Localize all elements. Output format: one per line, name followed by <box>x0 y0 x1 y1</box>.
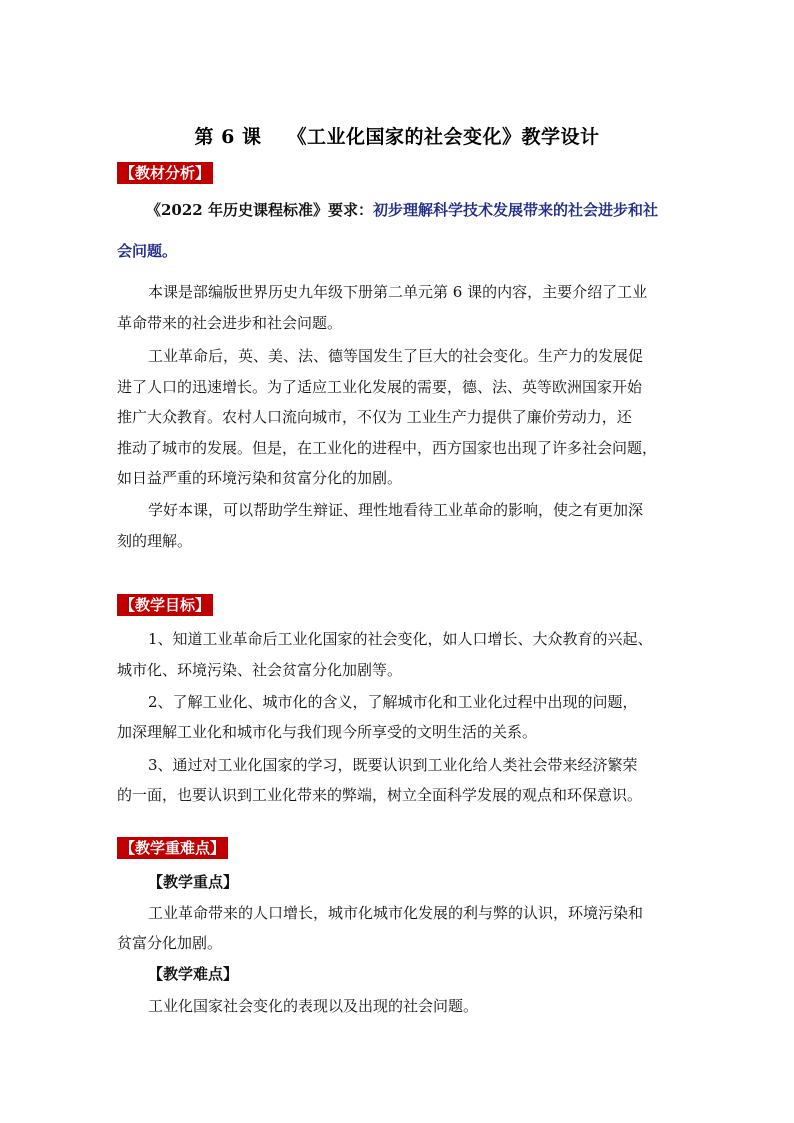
analysis-paragraph-2-line-1: 工业革命后，英、美、法、德等国发生了巨大的社会变化。生产力的发展促 <box>148 347 644 365</box>
document-title <box>0 122 794 149</box>
lesson-name: 《工业化国家的社会变化》教学设计 <box>287 126 600 148</box>
difficulty-label: 【教学难点】 <box>148 965 239 983</box>
focus-line-2: 贫富分化加剧。 <box>117 934 223 952</box>
analysis-paragraph-3-line-2: 刻的理解。 <box>117 532 193 550</box>
goal-3-line-1: 3、通过对工业化国家的学习，既要认识到工业化给人类社会带来经济繁荣 <box>148 756 638 774</box>
goal-3-line-2: 的一面，也要认识到工业化带来的弊端，树立全面科学发展的观点和环保意识。 <box>117 786 643 804</box>
section-heading-analysis: 【教材分析】 <box>117 162 213 184</box>
goal-1-line-1: 1、知道工业革命后工业化国家的社会变化，如人口增长、大众教育的兴起、 <box>148 630 653 648</box>
difficulty-text: 工业化国家社会变化的表现以及出现的社会问题。 <box>148 997 479 1015</box>
goal-1-line-2: 城市化、环境污染、社会贫富分化加剧等。 <box>117 661 403 679</box>
analysis-paragraph-2-line-5: 如日益严重的环境污染和贫富分化的加剧。 <box>117 469 403 487</box>
focus-line-1: 工业革命带来的人口增长，城市化城市化发展的利与弊的认识，环境污染和 <box>148 904 644 922</box>
analysis-paragraph-2-line-2: 进了人口的迅速增长。为了适应工业化发展的需要，德、法、英等欧洲国家开始 <box>117 378 643 396</box>
standard-requirement: 初步理解科学技术发展带来的社会进步和社 <box>372 201 658 219</box>
analysis-paragraph-1-line-1: 本课是部编版世界历史九年级下册第二单元第 6 课的内容，主要介绍了工业 <box>148 283 648 301</box>
section-heading-key-points: 【教学重难点】 <box>117 837 228 859</box>
focus-label: 【教学重点】 <box>148 873 239 891</box>
analysis-paragraph-3-line-1: 学好本课，可以帮助学生辩证、理性地看待工业革命的影响，使之有更加深 <box>148 501 644 519</box>
curriculum-standard-line <box>146 200 658 220</box>
goal-2-line-2: 加深理解工业化和城市化与我们现今所享受的文明生活的关系。 <box>117 723 538 741</box>
goal-2-line-1: 2、了解工业化、城市化的含义，了解城市化和工业化过程中出现的问题， <box>148 693 638 711</box>
standard-requirement-continued: 会问题。 <box>117 242 178 260</box>
section-heading-goals: 【教学目标】 <box>117 594 213 616</box>
analysis-paragraph-2-line-4: 推动了城市的发展。但是，在工业化的进程中，西方国家也出现了许多社会问题， <box>117 439 658 457</box>
analysis-paragraph-2-line-3: 推广大众教育。农村人口流向城市，不仅为 工业生产力提供了廉价劳动力，还 <box>117 408 632 426</box>
analysis-paragraph-1-line-2: 革命带来的社会进步和社会问题。 <box>117 314 343 332</box>
lesson-number: 第 6 课 <box>194 126 262 148</box>
standard-lead: 《2022 年历史课程标准》要求： <box>146 201 373 219</box>
